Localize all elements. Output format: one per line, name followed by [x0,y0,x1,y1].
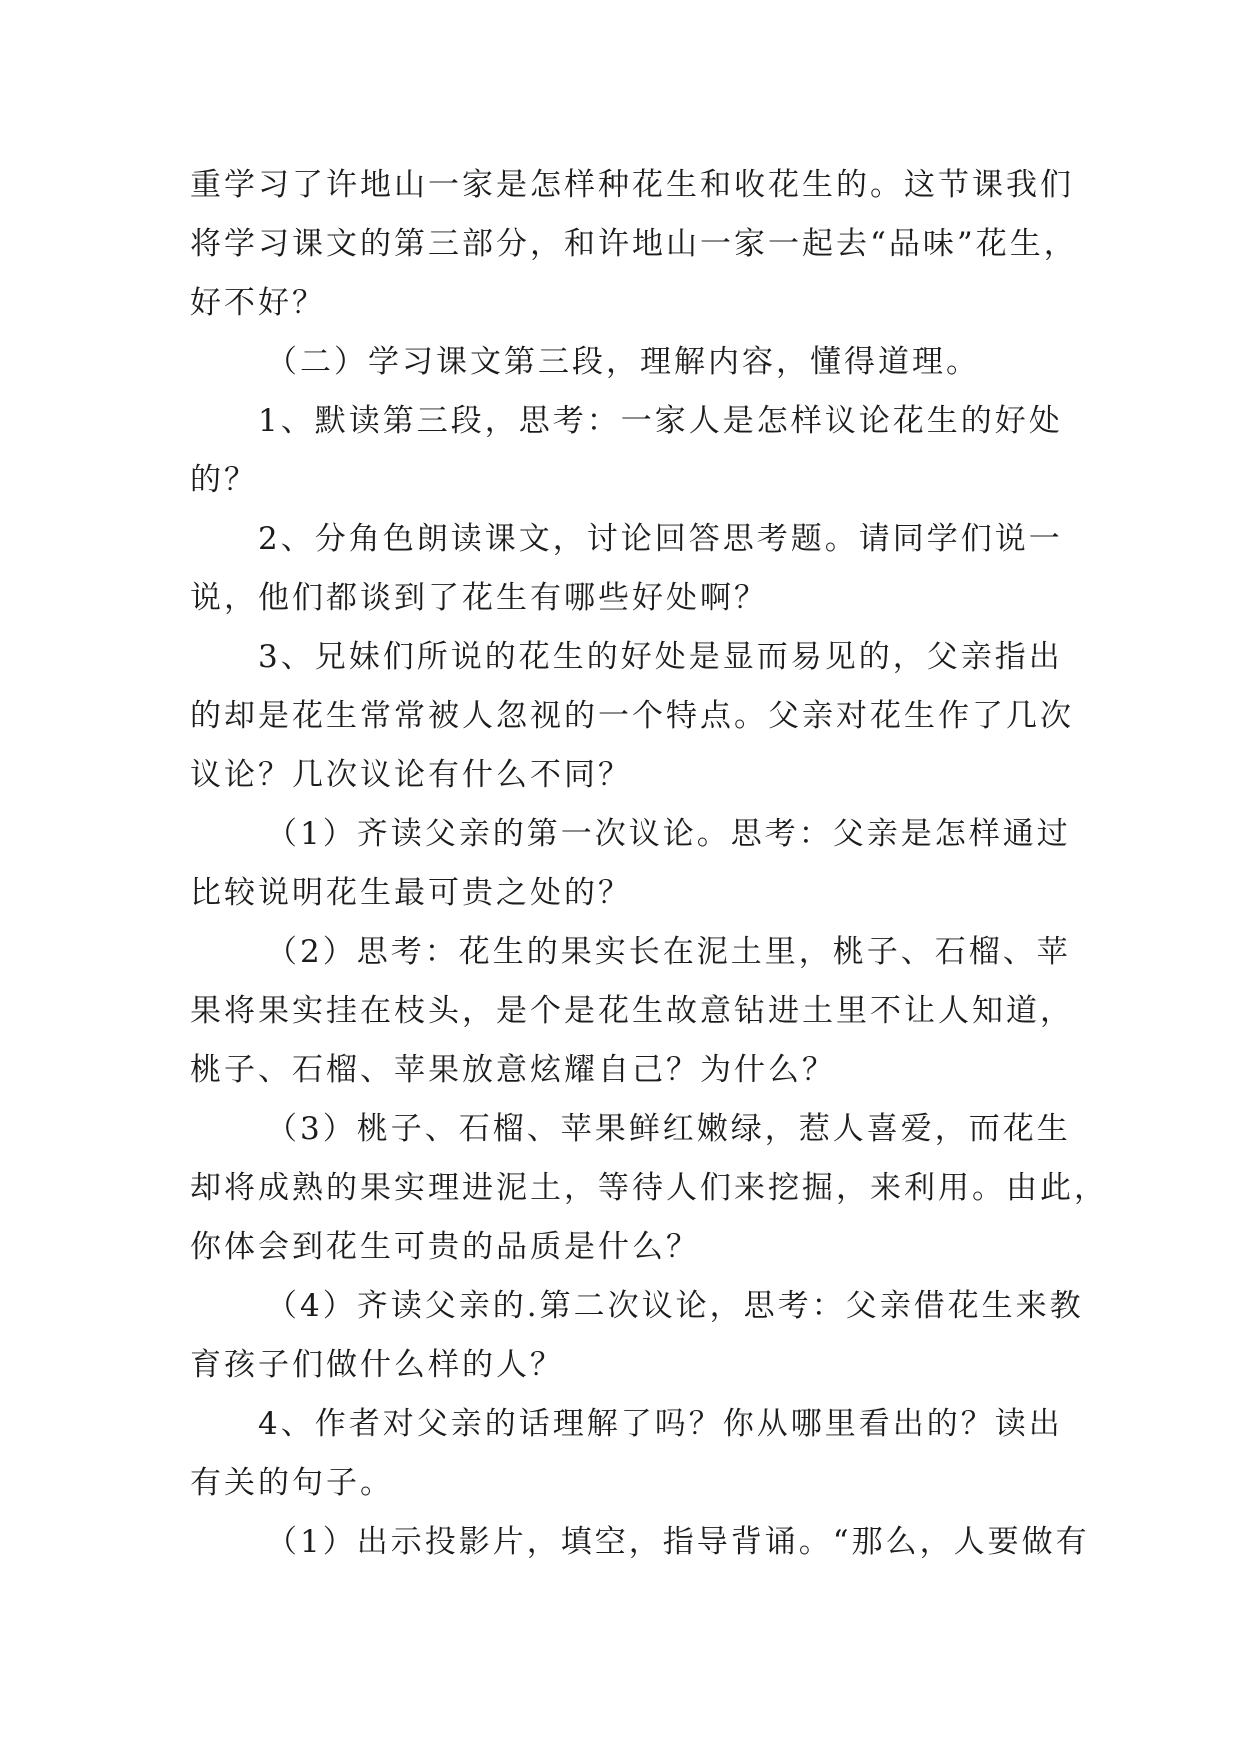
text-line: 桃子、石榴、苹果放意炫耀自己？为什么？ [190,1052,836,1088]
text-line: 将学习课文的第三部分，和许地山一家一起去“品味”花生， [190,226,1078,262]
body-text [190,156,1108,1572]
text-line: 比较说明花生最可贵之处的？ [190,875,632,911]
text-line: （3）桃子、石榴、苹果鲜红嫩绿，惹人喜爱，而花生 [266,1111,1071,1147]
text-line: （1）齐读父亲的第一次议论。思考：父亲是怎样通过 [266,816,1071,852]
text-line: 你体会到花生可贵的品质是什么？ [190,1229,700,1265]
text-line: 好不好？ [190,285,326,321]
text-line: 2、分角色朗读课文，讨论回答思考题。请同学们说一 [258,521,1063,557]
text-line: 的却是花生常常被人忽视的一个特点。父亲对花生作了几次 [190,698,1074,734]
text-line: 却将成熟的果实理进泥土，等待人们来挖掘，来利用。由此， [190,1170,1108,1206]
text-line: 育孩子们做什么样的人？ [190,1347,564,1383]
text-line: 说，他们都谈到了花生有哪些好处啊？ [190,580,768,616]
text-line: 有关的句子。 [190,1465,394,1501]
text-line: （1）出示投影片，填空，指导背诵。“那么，人要做有 [266,1524,1090,1560]
text-line: 4、作者对父亲的话理解了吗？你从哪里看出的？读出 [258,1406,1063,1442]
text-line: （2）思考：花生的果实长在泥土里，桃子、石榴、苹 [266,934,1071,970]
text-line: 3、兄妹们所说的花生的好处是显而易见的，父亲指出 [258,639,1063,675]
text-line: 议论？几次议论有什么不同？ [190,757,632,793]
text-line: （二）学习课文第三段，理解内容，懂得道理。 [266,344,980,380]
text-line: 果将果实挂在枝头，是个是花生故意钻进土里不让人知道， [190,993,1074,1029]
text-line: 重学习了许地山一家是怎样种花生和收花生的。这节课我们 [190,167,1074,203]
text-line: （4）齐读父亲的.第二次议论，思考：父亲借花生来教 [266,1288,1084,1324]
text-line: 1、默读第三段，思考：一家人是怎样议论花生的好处 [258,403,1063,439]
text-line: 的？ [190,462,258,498]
